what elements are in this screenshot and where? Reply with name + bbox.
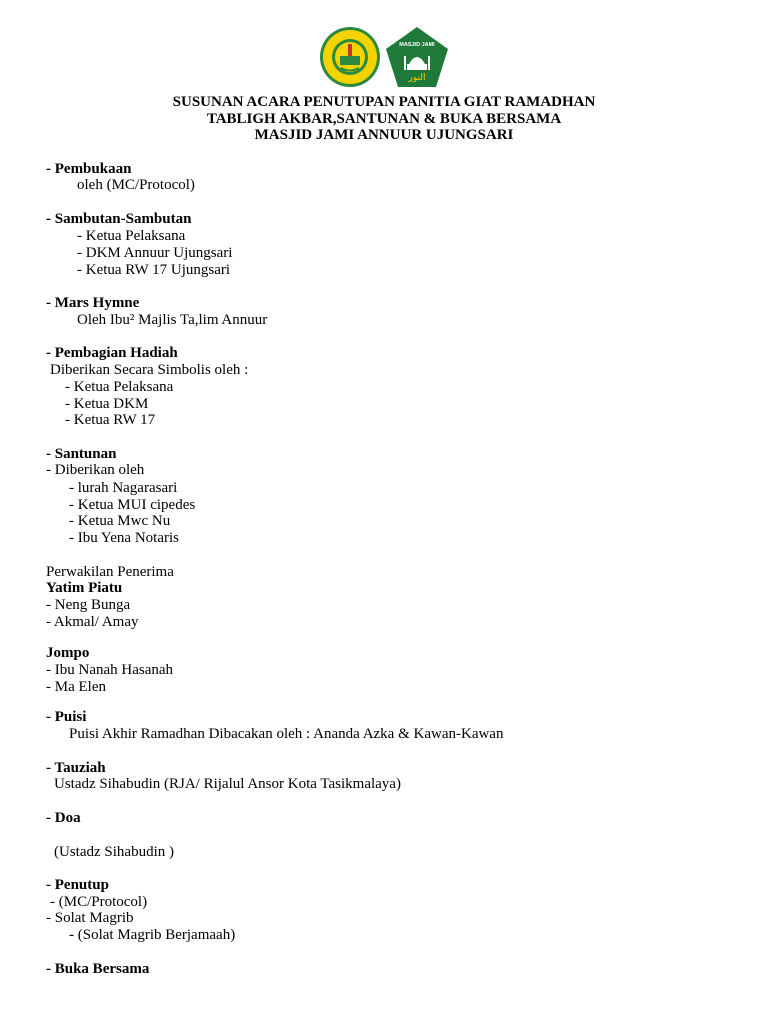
list-item: - Neng Bunga <box>46 597 131 613</box>
perwakilan-label: Perwakilan Penerima <box>46 564 174 580</box>
section-santunan-title: - Santunan <box>46 446 117 462</box>
list-item: - Ketua Mwc Nu <box>69 513 171 529</box>
section-hadiah-text: Diberikan Secara Simbolis oleh : <box>50 362 249 378</box>
list-item: - Ketua DKM <box>65 396 149 412</box>
masjid-logo-arabic: النور <box>408 73 426 83</box>
list-item: - Ketua MUI cipedes <box>69 497 196 513</box>
document-title <box>0 94 768 144</box>
list-item: - Ketua RW 17 <box>65 412 156 428</box>
logo-area <box>0 26 768 90</box>
section-santunan-text: - Diberikan oleh <box>46 462 145 478</box>
list-item: - Ibu Nanah Hasanah <box>46 662 174 678</box>
section-puisi-title: - Puisi <box>46 709 87 725</box>
title-line-1: SUSUNAN ACARA PENUTUPAN PANITIA GIAT RAMADHAN <box>172 94 596 110</box>
jompo-title: Jompo <box>46 645 90 661</box>
masjid-logo-text: MASJID JAMI <box>399 42 435 48</box>
section-pembukaan-title: - Pembukaan <box>46 161 132 177</box>
list-item: - Ma Elen <box>46 679 106 695</box>
section-pembukaan-text: oleh (MC/Protocol) <box>77 177 195 193</box>
section-tauziah-text: Ustadz Sihabudin (RJA/ Rijalul Ansor Kota Tasikmalaya) <box>54 776 401 792</box>
section-buka-title: - Buka Bersama <box>46 961 150 977</box>
section-tauziah-title: - Tauziah <box>46 760 106 776</box>
list-item: - Ibu Yena Notaris <box>69 530 179 546</box>
list-item: - Akmal/ Amay <box>46 614 139 630</box>
list-item: - Ketua Pelaksana <box>65 379 174 395</box>
section-puisi-text: Puisi Akhir Ramadhan Dibacakan oleh : Ananda Azka & Kawan-Kawan <box>69 726 504 742</box>
section-mars-text: Oleh Ibu² Majlis Ta,lim Annuur <box>77 312 268 328</box>
section-doa-title: - Doa <box>46 810 81 826</box>
list-item: - Ketua Pelaksana <box>77 228 186 244</box>
title-line-2: TABLIGH AKBAR,SANTUNAN & BUKA BERSAMA <box>206 110 562 127</box>
list-item: - Solat Magrib <box>46 910 134 926</box>
list-item: - DKM Annuur Ujungsari <box>77 245 233 261</box>
list-item: - (Solat Magrib Berjamaah) <box>69 927 236 943</box>
majlis-talim-logo <box>319 26 381 88</box>
list-item: - lurah Nagarasari <box>69 480 178 496</box>
list-item: - Ketua RW 17 Ujungsari <box>77 262 231 278</box>
masjid-jami-logo <box>385 26 449 88</box>
section-doa-text: (Ustadz Sihabudin ) <box>54 844 174 860</box>
yatim-title: Yatim Piatu <box>46 580 123 596</box>
section-hadiah-title: - Pembagian Hadiah <box>46 345 178 361</box>
list-item: - (MC/Protocol) <box>50 894 148 910</box>
section-penutup-title: - Penutup <box>46 877 109 893</box>
section-sambutan-title: - Sambutan-Sambutan <box>46 211 192 227</box>
section-mars-title: - Mars Hymne <box>46 295 140 311</box>
title-line-3: MASJID JAMI ANNUUR UJUNGSARI <box>254 127 514 143</box>
